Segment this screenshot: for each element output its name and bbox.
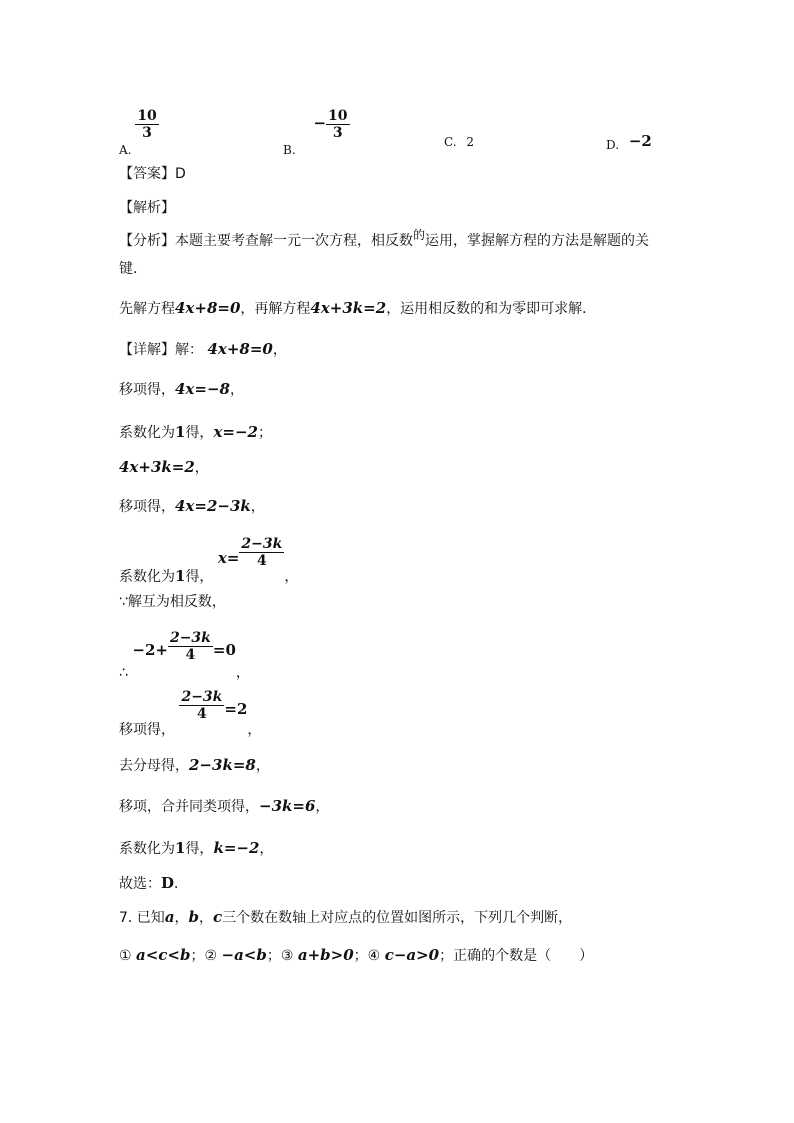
step-denominator-comma: ， xyxy=(255,758,270,774)
answer-label: 【答案】 xyxy=(119,166,175,182)
plan-eq-1: 4x+8=0 xyxy=(175,299,241,317)
option-c-value: 2 xyxy=(466,135,475,149)
step-coef-3-eq: k=−2 xyxy=(213,839,260,857)
detail-line xyxy=(119,340,287,359)
step-therefore-denominator: 4 xyxy=(185,647,196,663)
step-eq-2-eq: 4x+3k=2 xyxy=(119,458,195,476)
step-move-2-eq: 4x=2−3k xyxy=(175,497,251,515)
fenxi-label: 【分析】 xyxy=(119,233,175,249)
detail-text: 解： xyxy=(175,342,203,358)
step-move-2 xyxy=(119,497,265,516)
q7-var-a: a xyxy=(164,908,175,926)
q7-expr-3: a+b>0 xyxy=(297,946,354,964)
q7-sep-1: ， xyxy=(174,910,189,926)
q7-sep-2: ， xyxy=(199,910,214,926)
step-combine-comma: ， xyxy=(315,799,330,815)
step-coef-2-fraction xyxy=(239,536,284,569)
step-denominator xyxy=(119,756,270,775)
step-move-3 xyxy=(119,689,262,738)
step-coef-2-lhs: x= xyxy=(217,548,240,567)
step-choice-value: D xyxy=(161,874,175,892)
q7-circle-4: ④ xyxy=(367,948,381,964)
step-therefore-pre: −2+ xyxy=(132,640,168,659)
step-choice xyxy=(119,874,188,893)
step-coef-2-de: 得， xyxy=(185,568,214,585)
answer-value: D xyxy=(175,166,186,182)
q7-circle-1: ① xyxy=(119,948,132,964)
step-coef-2-comma: ， xyxy=(284,568,299,585)
step-coef-3 xyxy=(119,839,273,858)
step-coef-1-de: 得， xyxy=(185,425,214,441)
option-b-numerator: 10 xyxy=(328,108,348,124)
q7-semi-2: ； xyxy=(266,948,281,964)
q7-expr-4: c−a>0 xyxy=(384,946,440,964)
step-coef-2-text-group xyxy=(119,566,214,585)
fenxi-line-2: 键． xyxy=(119,261,147,277)
step-move-3-denominator: 4 xyxy=(197,706,207,722)
step-move-1 xyxy=(119,380,244,399)
step-reason: ∵解互为相反数， xyxy=(119,594,226,610)
step-denominator-eq: 2−3k=8 xyxy=(189,756,256,774)
q7-semi-1: ； xyxy=(190,948,205,964)
step-move-2-comma: ， xyxy=(250,499,265,515)
option-c-letter: C. xyxy=(444,135,457,149)
plan-text-2: ，再解方程 xyxy=(240,301,311,317)
option-a-numerator: 10 xyxy=(137,108,157,124)
step-move-1-text: 移项得， xyxy=(119,382,175,398)
q7-semi-3: ； xyxy=(353,948,368,964)
plan-eq-2: 4x+3k=2 xyxy=(310,299,387,317)
step-coef-1-text: 系数化为 xyxy=(119,425,175,441)
plan-text-1: 先解方程 xyxy=(119,301,175,317)
fenxi-text-2: 运用，掌握解方程的方法是解题的关 xyxy=(425,233,650,249)
step-coef-1-eq: x=−2 xyxy=(213,423,258,441)
q7-expr-2: −a<b xyxy=(221,946,267,964)
step-move-1-eq: 4x=−8 xyxy=(175,380,230,398)
analysis-label: 【解析】 xyxy=(119,200,175,216)
step-combine-eq: −3k=6 xyxy=(259,797,316,815)
q7-expr-1: a<c<b xyxy=(136,946,191,964)
step-coef-1-semi: ； xyxy=(257,425,272,441)
detail-eq: 4x+8=0 xyxy=(207,340,273,358)
option-a-fraction xyxy=(135,108,158,141)
q7-var-c: c xyxy=(213,908,223,926)
q7-circle-3: ③ xyxy=(280,948,294,964)
step-denominator-text: 去分母得， xyxy=(119,758,189,774)
step-coef-2-denominator: 4 xyxy=(256,553,267,569)
step-therefore xyxy=(119,630,250,681)
step-coef-2-one: 1 xyxy=(175,566,186,585)
q7-var-b: b xyxy=(188,908,200,926)
option-d xyxy=(606,132,652,150)
q7-circle-2: ② xyxy=(204,948,218,964)
q7-judgements xyxy=(119,946,593,965)
step-choice-text: 故选： xyxy=(119,876,161,892)
option-b xyxy=(283,108,350,157)
step-move-2-text: 移项得， xyxy=(119,499,175,515)
fenxi-sup: 的 xyxy=(413,228,426,242)
step-move-1-comma: ， xyxy=(229,382,244,398)
detail-comma: ， xyxy=(272,342,287,358)
step-therefore-fraction xyxy=(168,630,213,663)
step-therefore-comma: ， xyxy=(235,664,250,681)
step-coef-1-one: 1 xyxy=(175,423,186,441)
step-coef-3-one: 1 xyxy=(175,839,186,857)
option-b-fraction xyxy=(326,108,349,141)
step-combine-text: 移项，合并同类项得， xyxy=(119,799,259,815)
fenxi-text-1: 本题主要考查解一元一次方程，相反数 xyxy=(175,233,413,249)
plan-line xyxy=(119,299,596,318)
option-c xyxy=(444,135,474,149)
option-b-letter: B. xyxy=(283,143,296,157)
step-combine xyxy=(119,797,329,816)
step-coef-3-text: 系数化为 xyxy=(119,841,175,857)
plan-text-3: ，运用相反数的和为零即可求解． xyxy=(386,301,597,317)
option-a-denominator: 3 xyxy=(142,125,152,141)
fenxi-line-1 xyxy=(119,228,650,250)
option-b-sign: − xyxy=(313,114,327,132)
step-therefore-post: =0 xyxy=(212,640,236,659)
step-coef-2-text: 系数化为 xyxy=(119,568,175,585)
q7-tail: ；正确的个数是（ ） xyxy=(439,948,594,964)
step-move-3-text: 移项得， xyxy=(119,721,175,738)
step-coef-3-de: 得， xyxy=(185,841,214,857)
option-d-letter: D. xyxy=(606,138,620,152)
option-b-denominator: 3 xyxy=(332,125,343,141)
step-eq-2 xyxy=(119,458,209,477)
q7-stem xyxy=(119,908,572,927)
step-coef-1 xyxy=(119,423,272,442)
step-eq-2-comma: ， xyxy=(194,460,209,476)
step-therefore-numerator: 2−3k xyxy=(169,630,211,646)
step-coef-3-comma: ， xyxy=(259,841,274,857)
answer-line xyxy=(119,165,186,183)
detail-label: 【详解】 xyxy=(119,342,175,358)
step-move-3-comma: ， xyxy=(247,721,262,738)
option-a-letter: A. xyxy=(119,143,132,157)
step-move-3-post: =2 xyxy=(224,699,248,718)
step-coef-2-numerator: 2−3k xyxy=(241,536,283,552)
step-move-3-fraction xyxy=(179,689,224,722)
step-choice-period: ． xyxy=(174,876,189,892)
step-coef-2 xyxy=(119,536,299,585)
option-d-value: −2 xyxy=(628,132,652,150)
option-a xyxy=(119,108,159,157)
step-move-3-numerator: 2−3k xyxy=(181,689,223,705)
q7-text-1: 7. 已知 xyxy=(119,910,165,926)
q7-text-2: 三个数在数轴上对应点的位置如图所示，下列几个判断， xyxy=(222,910,573,926)
step-therefore-symbol: ∴ xyxy=(119,664,128,681)
